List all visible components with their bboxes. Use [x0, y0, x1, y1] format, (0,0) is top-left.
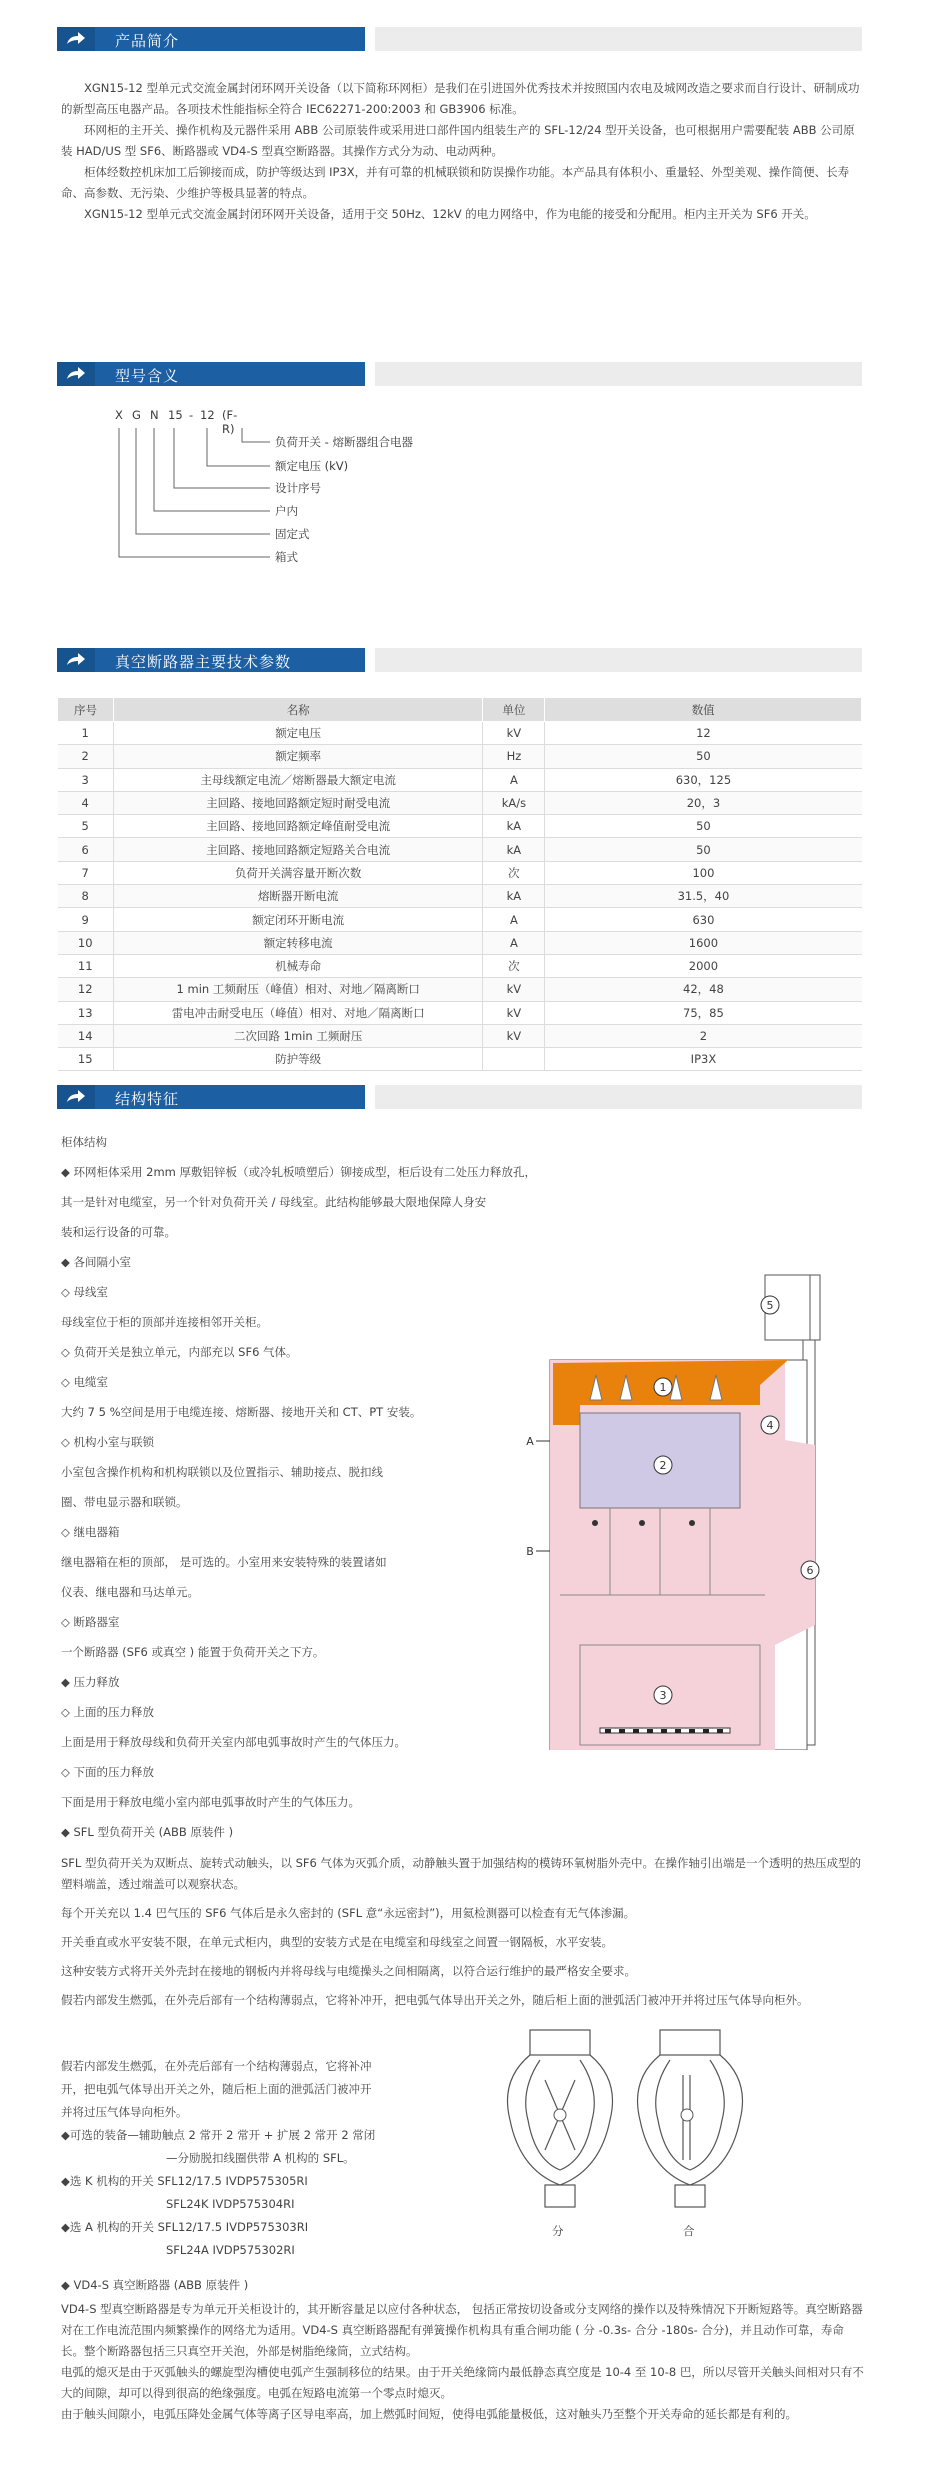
structure-line: 其一是针对电缆室，另一个针对负荷开关 / 母线室。此结构能够最大限地保障人身安 [61, 1195, 487, 1209]
table-cell: A [483, 768, 545, 791]
intro-paragraph: 环网柜的主开关、操作机构及元器件采用 ABB 公司原装件或采用进口部件国内组装生产的 SFL-12/24 型开关设备，也可根据用户需要配装 ABB 公司原装 HAD/US 型 SF6、断路器或 VD4-S 型真空断路器。其操作方式分为动、电动两种。 [61, 123, 855, 158]
sfl-option-line: ◆选 A 机构的开关 SFL12/17.5 IVDP575303RI [61, 2220, 309, 2234]
diagram-marker-6: 6 [806, 1564, 814, 1577]
model-char: X [115, 408, 123, 422]
table-cell: kV [483, 1001, 545, 1024]
table-cell: 负荷开关满容量开断次数 [113, 861, 483, 884]
structure-line: ◇ 继电器箱 [61, 1525, 120, 1539]
vd4-paragraph: 由于触头间隙小，电弧压降处金属气体等离子区导电率高，加上燃弧时间短，使得电弧能量极低，这对触头乃至整个开关寿命的延长都是有利的。 [61, 2407, 797, 2421]
table-row [58, 722, 862, 745]
section-title-params: 真空断路器主要技术参数 [115, 653, 292, 671]
table-cell: kA [483, 885, 545, 908]
structure-line: ◇ 负荷开关是独立单元，内部充以 SF6 气体。 [61, 1345, 298, 1359]
model-label: 箱式 [275, 550, 298, 564]
structure-text [61, 1127, 536, 1847]
table-cell: 主回路、接地回路额定短时耐受电流 [113, 791, 483, 814]
table-header: 名称 [113, 698, 483, 722]
table-cell: 11 [58, 954, 114, 977]
table-cell: 50 [545, 838, 862, 861]
vd4-paragraph: 电弧的熄灭是由于灭弧触头的螺旋型沟槽使电弧产生强制移位的结果。由于开关绝缘筒内最低静态真空度是 10-4 至 10-8 巴，所以尽管开关触头间相对只有不大的间隙，却可以得到很高的绝缘强度。电弧在短路电流第一个零点时熄灭。 [61, 2365, 864, 2400]
table-cell: 雷电冲击耐受电压（峰值）相对、对地／隔离断口 [113, 1001, 483, 1024]
table-row [58, 1024, 862, 1047]
vd4-paragraph: VD4-S 型真空断路器是专为单元开关柜设计的，其开断容量足以应付各种状态， 包括正常按切设备或分支网络的操作以及特殊情况下开断短路等。真空断路器对在工作电流范围内频繁操作的网络尤为适用。VD4-S 真空断路器配有弹簧操作机构具有重合闸功能 ( 分 -0.3s- 合分 -180s- 合分)，并且动作可靠，寿命长。整个断路器包括三只真空开关泡，外部是树脂绝缘筒，立式结构。 [61, 2302, 863, 2358]
section-title-struct: 结构特征 [115, 1090, 180, 1108]
table-cell: 5 [58, 815, 114, 838]
switch-figure-svg [490, 2020, 760, 2250]
intro-text [61, 78, 861, 225]
cabinet-diagram-svg [520, 1265, 830, 1750]
model-char: - [189, 408, 194, 422]
table-cell [483, 1048, 545, 1071]
structure-line: 一个断路器 (SF6 或真空 ) 能置于负荷开关之下方。 [61, 1645, 325, 1659]
table-header: 数值 [545, 698, 862, 722]
table-cell: IP3X [545, 1048, 862, 1071]
table-cell: 机械寿命 [113, 954, 483, 977]
table-cell: 630，125 [545, 768, 862, 791]
table-cell: Hz [483, 745, 545, 768]
table-cell: kA/s [483, 791, 545, 814]
table-row [58, 885, 862, 908]
sfl-option-line: SFL24K IVDP575304RI [166, 2197, 295, 2211]
table-cell: 6 [58, 838, 114, 861]
intro-paragraph: 柜体经数控机床加工后铆接而成，防护等级达到 IP3X，并有可靠的机械联锁和防误操作功能。本产品具有体积小、重量轻、外型美观、操作简便、长寿命、高参数、无污染、少维护等极具显著的特点。 [61, 165, 850, 200]
table-row [58, 745, 862, 768]
table-cell: 熔断器开断电流 [113, 885, 483, 908]
structure-line: ◇ 上面的压力释放 [61, 1705, 154, 1719]
intro-paragraph: XGN15-12 型单元式交流金属封闭环网开关设备（以下简称环网柜）是我们在引进国外优秀技术并按照国内农电及城网改造之要求而自行设计、研制成功的新型高压电器产品。各项技术性能指标全符合 IEC62271-200:2003 和 GB3906 标准。 [61, 81, 860, 116]
section-header-params [57, 648, 862, 674]
vd4-section [61, 2275, 866, 2425]
table-cell: 12 [545, 722, 862, 745]
structure-line: 圈、带电显示器和联锁。 [61, 1495, 188, 1509]
section-header-model [57, 362, 862, 388]
model-label: 设计序号 [275, 481, 321, 495]
table-cell: kA [483, 815, 545, 838]
structure-line: 装和运行设备的可靠。 [61, 1225, 176, 1239]
model-label: 负荷开关 - 熔断器组合电器 [275, 435, 413, 449]
arrow-icon [65, 30, 87, 48]
diagram-marker-3: 3 [659, 1689, 667, 1702]
structure-line: ◆ 环网柜体采用 2mm 厚敷铝锌板（或冷轧板喷塑后）铆接成型，柜后设有二处压力释放孔， [61, 1165, 537, 1179]
table-cell: 3 [58, 768, 114, 791]
diagram-label-a: A [526, 1435, 534, 1448]
table-cell: kA [483, 838, 545, 861]
table-row [58, 768, 862, 791]
table-cell: 主母线额定电流／熔断器最大额定电流 [113, 768, 483, 791]
table-cell: 2 [545, 1024, 862, 1047]
table-cell: 42，48 [545, 978, 862, 1001]
table-cell: A [483, 931, 545, 954]
model-label: 固定式 [275, 527, 310, 541]
sfl-options [61, 2055, 375, 2262]
table-cell: 630 [545, 908, 862, 931]
diagram-marker-5: 5 [766, 1299, 774, 1312]
diagram-marker-1: 1 [659, 1381, 667, 1394]
structure-line: ◆ 各间隔小室 [61, 1255, 131, 1269]
structure-line: ◆ 压力释放 [61, 1675, 120, 1689]
model-char: N [150, 408, 159, 422]
section-header-intro [57, 27, 862, 53]
table-cell: 31.5，40 [545, 885, 862, 908]
sfl-description [61, 1853, 866, 2011]
table-cell: 7 [58, 861, 114, 884]
table-cell: 次 [483, 954, 545, 977]
structure-line: 小室包含操作机构和机构联锁以及位置指示、辅助接点、脱扣线 [61, 1465, 383, 1479]
table-cell: 9 [58, 908, 114, 931]
section-header-struct [57, 1085, 862, 1111]
arrow-icon [65, 365, 87, 383]
model-char: 12 [200, 408, 215, 422]
structure-line: 仪表、继电器和马达单元。 [61, 1585, 199, 1599]
table-cell: 12 [58, 978, 114, 1001]
cabinet-diagram [520, 1265, 830, 1750]
table-cell: 50 [545, 815, 862, 838]
model-label: 户内 [275, 504, 298, 518]
table-cell: 次 [483, 861, 545, 884]
table-cell: 100 [545, 861, 862, 884]
sfl-paragraph: 开关垂直或水平安装不限，在单元式柜内，典型的安装方式是在电缆室和母线室之间置一钢隔板，水平安装。 [61, 1935, 613, 1949]
table-cell: 14 [58, 1024, 114, 1047]
table-cell: 额定转移电流 [113, 931, 483, 954]
structure-line: ◇ 电缆室 [61, 1375, 108, 1389]
table-row [58, 1001, 862, 1024]
table-row [58, 861, 862, 884]
table-cell: 75，85 [545, 1001, 862, 1024]
structure-line: 柜体结构 [61, 1135, 107, 1149]
table-cell: 主回路、接地回路额定峰值耐受电流 [113, 815, 483, 838]
model-code-diagram [110, 408, 510, 573]
model-bracket-lines [110, 408, 280, 573]
table-cell: A [483, 908, 545, 931]
structure-line: 下面是用于释放电缆小室内部电弧事故时产生的气体压力。 [61, 1795, 360, 1809]
table-cell: 防护等级 [113, 1048, 483, 1071]
structure-line: 继电器箱在柜的顶部， 是可选的。小室用来安装特殊的装置诸如 [61, 1555, 387, 1569]
arrow-icon [65, 651, 87, 669]
table-cell: kV [483, 722, 545, 745]
diagram-marker-2: 2 [659, 1459, 667, 1472]
table-cell: 2000 [545, 954, 862, 977]
table-cell: 10 [58, 931, 114, 954]
table-header: 序号 [58, 698, 114, 722]
sfl-paragraph: 这种安装方式将开关外壳封在接地的钢板内并将母线与电缆操头之间相隔离，以符合运行维护的最严格安全要求。 [61, 1964, 636, 1978]
table-cell: kV [483, 978, 545, 1001]
table-header: 单位 [483, 698, 545, 722]
section-title-model: 型号含义 [115, 367, 180, 385]
table-cell: 13 [58, 1001, 114, 1024]
sfl-option-line: 并将过压气体导向柜外。 [61, 2105, 188, 2119]
sfl-option-line: ◆可选的装备—辅助触点 2 常开 2 常开 + 扩展 2 常开 2 常闭 [61, 2128, 376, 2142]
structure-line: ◆ SFL 型负荷开关 (ABB 原装件 ) [61, 1825, 234, 1839]
table-cell: 15 [58, 1048, 114, 1071]
diagram-marker-4: 4 [766, 1419, 774, 1432]
sfl-paragraph: 每个开关充以 1.4 巴气压的 SF6 气体后是永久密封的 (SFL 意“永远密封”)，用氦检测器可以检查有无气体渗漏。 [61, 1906, 636, 1920]
structure-line: ◇ 下面的压力释放 [61, 1765, 154, 1779]
table-row [58, 1048, 862, 1071]
table-cell: 主回路、接地回路额定短路关合电流 [113, 838, 483, 861]
model-label: 额定电压 (kV) [275, 459, 349, 473]
table-row [58, 978, 862, 1001]
table-cell: 二次回路 1min 工频耐压 [113, 1024, 483, 1047]
structure-line: 大约 7 5 %空间是用于电缆连接、熔断器、接地开关和 CT、PT 安装。 [61, 1405, 422, 1419]
model-char: (F-R) [222, 408, 238, 436]
table-row [58, 908, 862, 931]
table-row [58, 815, 862, 838]
sfl-option-line: 开，把电弧气体导出开关之外，随后柜上面的泄弧活门被冲开 [61, 2082, 372, 2096]
structure-line: 上面是用于释放母线和负荷开关室内部电弧事故时产生的气体压力。 [61, 1735, 406, 1749]
vd4-title: ◆ VD4-S 真空断路器 (ABB 原装件 ) [61, 2278, 249, 2292]
table-cell: 2 [58, 745, 114, 768]
table-cell: 额定闭环开断电流 [113, 908, 483, 931]
arrow-icon [65, 1088, 87, 1106]
table-cell: 1 min 工频耐压（峰值）相对、对地／隔离断口 [113, 978, 483, 1001]
sfl-option-line: ◆选 K 机构的开关 SFL12/17.5 IVDP575305RI [61, 2174, 308, 2188]
table-cell: 20，3 [545, 791, 862, 814]
intro-paragraph: XGN15-12 型单元式交流金属封闭环网开关设备，适用于交 50Hz、12kV 的电力网络中，作为电能的接受和分配用。柜内主开关为 SF6 开关。 [84, 207, 816, 221]
structure-line: 母线室位于柜的顶部并连接相邻开关柜。 [61, 1315, 268, 1329]
table-row [58, 838, 862, 861]
table-row [58, 954, 862, 977]
table-cell: 1 [58, 722, 114, 745]
model-char: 15 [168, 408, 183, 422]
table-cell: kV [483, 1024, 545, 1047]
sfl-option-line: —分励脱扣线圈供带 A 机构的 SFL。 [166, 2151, 355, 2165]
sfl-option-line: SFL24A IVDP575302RI [166, 2243, 295, 2257]
switch-position-figure [490, 2020, 760, 2250]
sfl-option-line: 假若内部发生燃弧，在外壳后部有一个结构薄弱点，它将补冲 [61, 2059, 372, 2073]
table-header-row [58, 698, 862, 722]
sfl-paragraph: 假若内部发生燃弧，在外壳后部有一个结构薄弱点，它将补冲开，把电弧气体导出开关之外，随后柜上面的泄弧活门被冲开并将过压气体导向柜外。 [61, 1993, 809, 2007]
table-row [58, 791, 862, 814]
structure-line: ◇ 机构小室与联锁 [61, 1435, 154, 1449]
table-cell: 8 [58, 885, 114, 908]
structure-line: ◇ 断路器室 [61, 1615, 120, 1629]
table-cell: 额定频率 [113, 745, 483, 768]
label-open: 分 [552, 2224, 564, 2238]
sfl-paragraph: SFL 型负荷开关为双断点、旋转式动触头，以 SF6 气体为灭弧介质，动静触头置于加强结构的模铸环氧树脂外壳中。在操作轴引出端是一个透明的热压成型的塑料端盖，透过端盖可以观察状态。 [61, 1856, 862, 1891]
table-cell: 50 [545, 745, 862, 768]
table-cell: 4 [58, 791, 114, 814]
spec-table [57, 697, 862, 1071]
model-char: G [132, 408, 141, 422]
diagram-label-b: B [526, 1545, 534, 1558]
section-title-intro: 产品简介 [115, 32, 180, 50]
structure-line: ◇ 母线室 [61, 1285, 108, 1299]
table-cell: 1600 [545, 931, 862, 954]
table-row [58, 931, 862, 954]
table-cell: 额定电压 [113, 722, 483, 745]
label-close: 合 [683, 2224, 695, 2238]
